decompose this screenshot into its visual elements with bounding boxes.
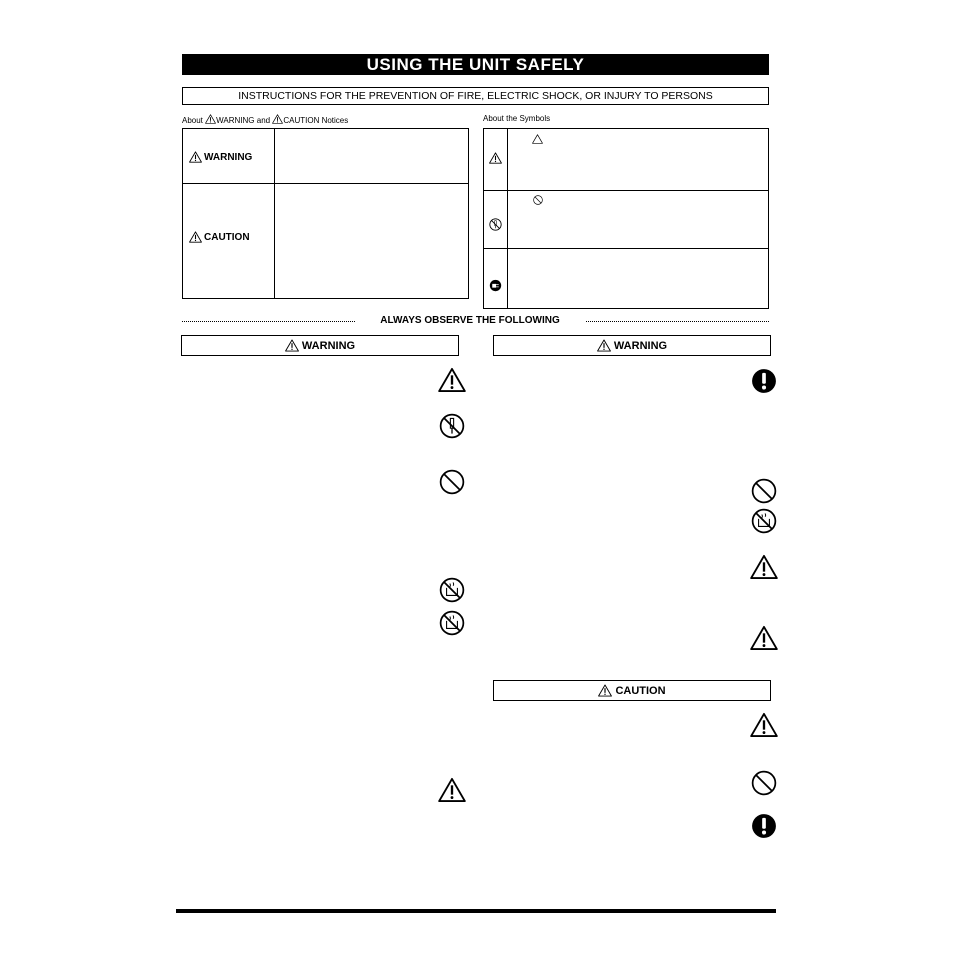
prohibited-disassemble-icon [439,413,465,439]
symbols-header: About the Symbols [483,114,551,123]
prohibited-circle-icon [533,195,543,205]
notices-header [182,114,348,126]
prohibited-wet-icon [751,508,777,534]
left-warning-header [181,335,459,356]
notice-label-warning: WARNING [204,151,253,163]
warning-triangle-icon [438,367,466,393]
caution-word: CAUTION [283,116,320,125]
dotted-rule-left [182,321,355,322]
warning-triangle-icon [189,151,202,163]
warning-triangle-icon [205,114,216,124]
prohibited-icon [751,478,777,504]
and-word: and [256,116,271,125]
warning-triangle-icon [489,152,502,164]
prohibited-wet-icon [439,610,465,636]
bottom-rule [176,909,776,913]
warning-triangle-icon [750,712,778,738]
prohibited-icon [439,469,465,495]
right-warning-label: WARNING [613,339,668,352]
notices-table [182,128,469,299]
notices-row-divider [183,183,468,184]
caution-triangle-icon [598,684,612,697]
triangle-outline-icon [532,134,543,144]
mandatory-action-icon [751,368,777,394]
notice-label-caution: CAUTION [204,231,250,243]
warning-word: WARNING [216,116,255,125]
notices-word: Notices [321,116,349,125]
warning-triangle-icon [750,625,778,651]
symbols-row-divider-2 [484,248,768,249]
observe-label: ALWAYS OBSERVE THE FOLLOWING [380,315,560,326]
prohibited-disassemble-icon [489,218,502,231]
notices-col-divider [274,129,275,298]
caution-triangle-icon [189,231,202,243]
notice-row-caution [189,231,250,243]
page-title: USING THE UNIT SAFELY [182,54,769,75]
caution-header-label: CAUTION [615,684,666,697]
about-prefix: About [182,116,203,125]
dotted-rule-right [586,321,769,322]
prohibited-location-icon [439,577,465,603]
warning-triangle-icon [285,339,299,352]
right-warning-header [493,335,771,356]
unplug-icon [489,279,502,292]
caution-triangle-icon [272,114,283,124]
notice-row-warning [189,151,252,163]
caution-header [493,680,771,701]
prohibited-icon [751,770,777,796]
symbols-row-divider-1 [484,190,768,191]
symbols-col-divider [507,129,508,308]
warning-triangle-icon [750,554,778,580]
left-warning-label: WARNING [301,339,356,352]
instructions-banner: INSTRUCTIONS FOR THE PREVENTION OF FIRE, ELECTRIC SHOCK, OR INJURY TO PERSONS [182,87,769,105]
warning-triangle-icon [597,339,611,352]
warning-triangle-icon [438,777,466,803]
mandatory-action-icon [751,813,777,839]
symbols-table [483,128,769,309]
